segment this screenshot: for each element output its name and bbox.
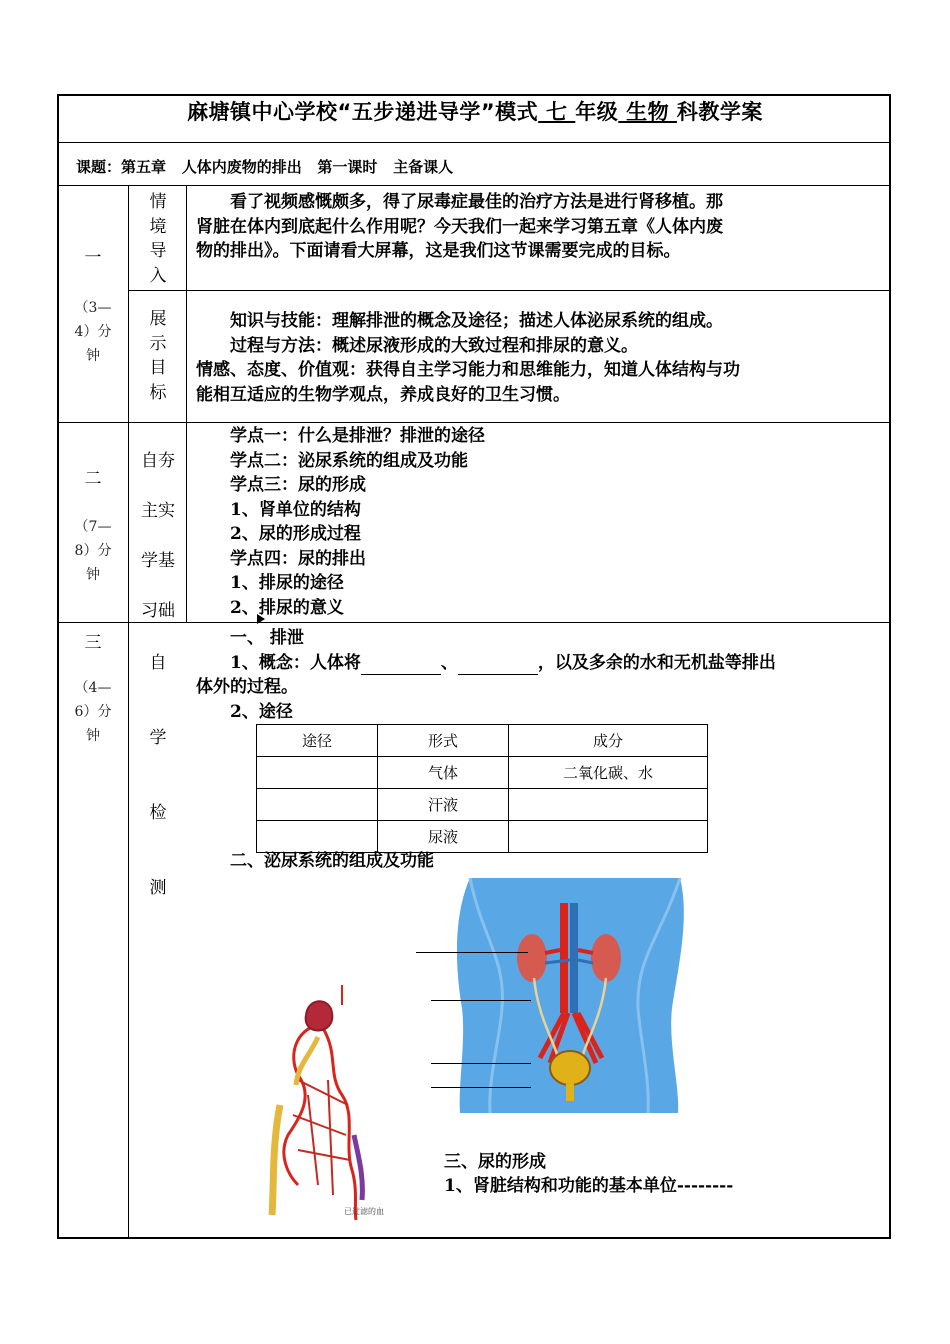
tubule [272,1105,280,1215]
row-divider [57,185,891,186]
header-route: 途径 [257,725,378,757]
col-divider [128,185,129,1238]
section-two-number: 二 [84,469,102,489]
header-component: 成分 [509,725,708,757]
study-point: 1、排尿的途径 [196,573,344,593]
label-char: 标 [149,382,167,403]
heading-urinary-system: 二、泌尿系统的组成及功能 [196,851,434,871]
lesson-info [76,156,453,177]
table-row [257,789,708,821]
blank-2[interactable] [458,656,538,675]
label-situation-intro [130,190,186,288]
heading-excretion: 一、 排泄 [196,628,304,648]
label-self-study [130,436,186,636]
intro-line: 肾脏在体内到底起什么作用呢？今天我们一起来学习第五章《人体内废 [196,216,723,237]
goals-text [196,309,886,407]
goal-line: 过程与方法：概述尿液形成的大致过程和排尿的意义。 [196,335,638,356]
intro-line: 看了视频感慨颇多，得了尿毒症最佳的治疗方法是进行肾移植。那 [196,192,723,212]
row-divider [57,422,891,423]
label-line[interactable] [431,1087,531,1088]
excretion-block [196,626,886,724]
section-two-time: （7—8）分钟 [74,519,112,583]
title-prefix: 麻塘镇中心学校“五步递进导学”模式 [187,100,539,124]
table-cell[interactable] [509,821,708,853]
study-point: 学点三：尿的形成 [196,475,366,495]
label-pair: 学基 [141,551,175,571]
table-header-row [257,725,708,757]
label-line[interactable] [431,1063,531,1064]
bladder-icon [550,1051,590,1085]
title-grade: 七 [538,100,576,124]
title-subject: 生物 [618,100,677,124]
label-char: 入 [149,265,167,286]
label-line[interactable] [416,952,528,953]
label-char: 情 [149,192,167,212]
intro-text [196,190,886,264]
section-one-number: 一 [84,248,102,268]
lesson-chapter: 第五章 [121,158,167,176]
nephron-question: 1、肾脏结构和功能的基本单位-------- [444,1176,734,1196]
label-show-goals [130,307,186,405]
label-char: 测 [149,878,167,898]
lesson-preparer: 主备课人 [393,158,454,176]
row-divider [128,290,890,291]
heading-routes: 2、途径 [196,701,293,722]
study-point: 2、尿的形成过程 [196,524,361,544]
intro-line: 物的排出》。下面请看大屏幕，这是我们这节课需要完成的目标。 [196,241,681,261]
table-row [257,821,708,853]
label-char: 学 [149,728,167,748]
figure-caption: 已过滤的血 [344,1207,384,1216]
table-cell: 汗液 [378,789,509,821]
table-cell: 尿液 [378,821,509,853]
label-char: 展 [149,309,167,329]
row-divider [57,142,891,143]
heading-urine-formation: 三、尿的形成 [444,1152,546,1172]
table-cell[interactable] [509,789,708,821]
border-bottom [57,1237,891,1239]
table-row [257,757,708,789]
nephron-figure [258,985,378,1230]
left-kidney-icon [517,934,547,982]
table-cell: 二氧化碳、水 [509,757,708,789]
excretion-route-table [256,724,708,853]
table-cell: 气体 [378,757,509,789]
aorta [560,903,568,1013]
concept-rest: ，以及多余的水和无机盐等排出 [537,652,776,673]
study-point: 学点一：什么是排泄？排泄的途径 [196,426,485,446]
lesson-period: 第一课时 [317,158,378,176]
title-grade-suffix: 年级 [575,100,619,124]
right-kidney-icon [591,934,621,982]
label-char: 目 [149,358,167,378]
header-form: 形式 [378,725,509,757]
page-title [60,96,890,126]
goal-line: 能相互适应的生物学观点，养成良好的卫生习惯。 [196,384,570,405]
table-cell[interactable] [257,757,378,789]
study-point: 1、肾单位的结构 [196,499,361,520]
small-arrow-icon [257,614,265,624]
label-char: 境 [149,216,167,237]
section-three-time: （4—6）分钟 [74,680,112,744]
concept-start: 1、概念：人体将 [196,652,361,673]
study-point: 学点二：泌尿系统的组成及功能 [196,450,468,471]
label-char: 示 [149,333,167,354]
concept-end: 体外的过程。 [196,677,298,697]
label-line[interactable] [431,1000,531,1001]
label-char: 检 [149,803,167,823]
study-point: 学点四：尿的排出 [196,548,366,569]
concept-sep: 、 [440,652,458,673]
title-suffix: 科教学案 [676,100,763,124]
col-divider [186,185,187,623]
label-char: 自 [149,653,167,673]
label-pair: 自夯 [141,451,175,471]
vena-cava [570,903,578,1013]
study-points [196,424,886,620]
border-right [889,94,891,1238]
section-three-number: 三 [84,633,102,653]
label-char: 导 [149,241,167,261]
table-cell[interactable] [257,789,378,821]
label-pair: 主实 [141,501,175,521]
study-point: 2、排尿的意义 [196,597,344,618]
label-pair: 习础 [141,601,175,621]
table-cell[interactable] [257,821,378,853]
goal-line: 知识与技能：理解排泄的概念及途径；描述人体泌尿系统的组成。 [196,311,723,331]
lesson-topic: 人体内废物的排出 [181,158,302,176]
blank-1[interactable] [361,656,441,675]
section-one-time: （3—4）分钟 [74,300,112,364]
concept-line [196,651,886,676]
label-self-check [130,626,186,926]
lesson-label: 课题： [76,158,122,176]
goal-line: 情感、态度、价值观：获得自主学习能力和思维能力，知道人体结构与功 [196,360,740,380]
